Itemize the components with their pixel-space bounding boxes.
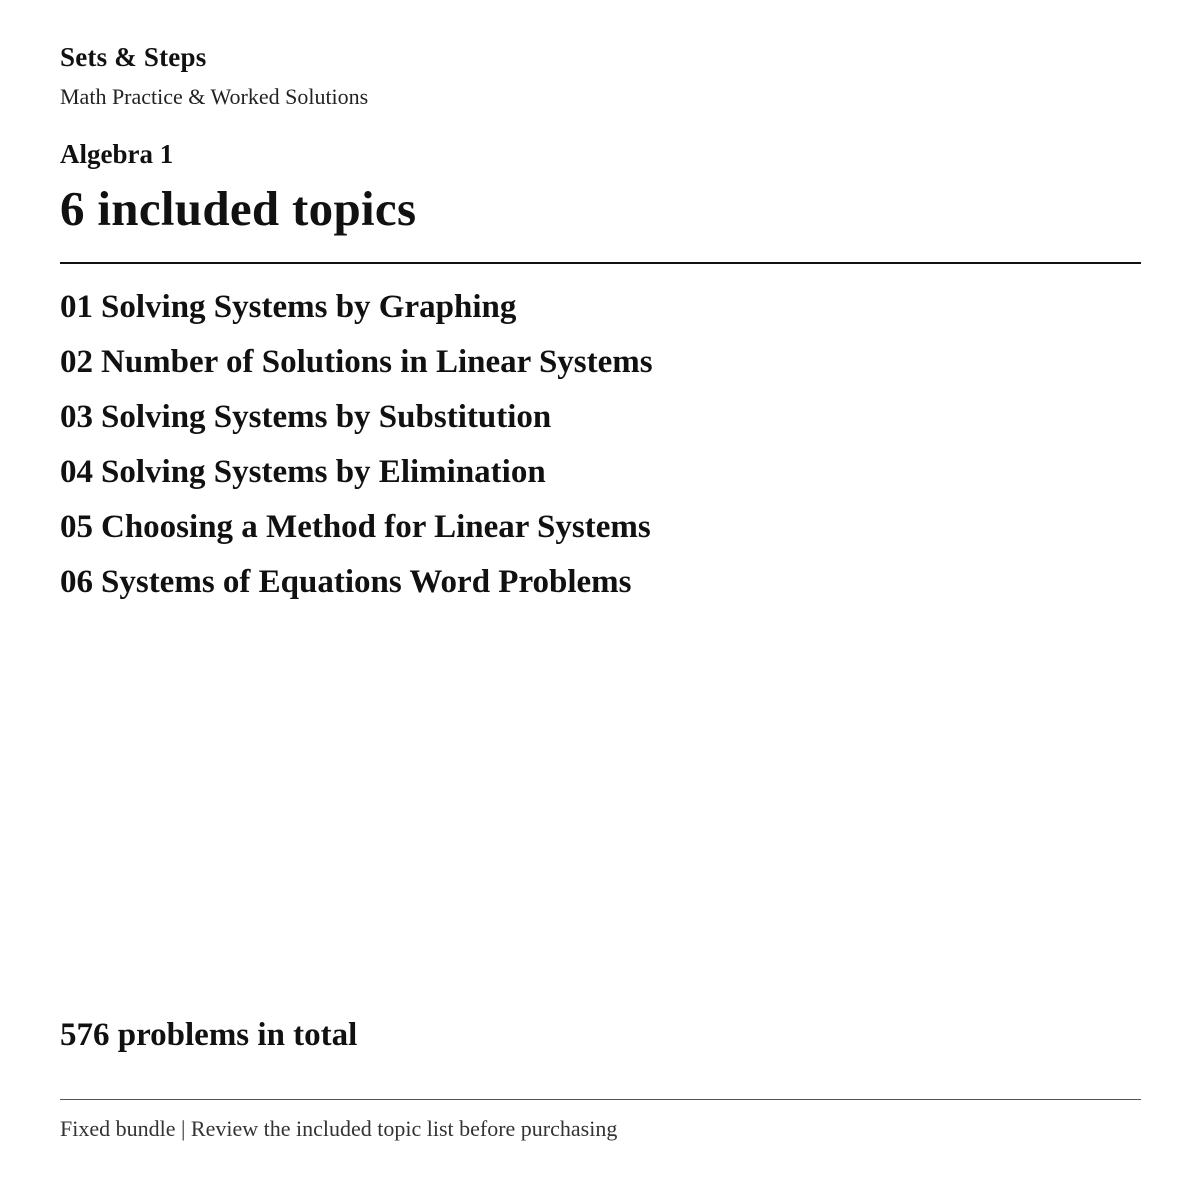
bundle-page	[60, 0, 1141, 1200]
topic-number: 02	[60, 344, 93, 380]
topic-item	[60, 280, 653, 335]
topic-title: Solving Systems by Substitution	[101, 399, 552, 435]
footer-note: Fixed bundle | Review the included topic list before purchasing	[60, 1116, 618, 1141]
topics-heading: 6 included topics	[60, 181, 417, 236]
topic-title: Choosing a Method for Linear Systems	[101, 509, 651, 545]
topic-item	[60, 445, 653, 500]
course-name: Algebra 1	[60, 139, 174, 169]
topic-title: Systems of Equations Word Problems	[101, 564, 632, 600]
total-problems: 576 problems in total	[60, 1017, 358, 1053]
bottom-divider	[60, 1099, 1141, 1100]
topic-title: Number of Solutions in Linear Systems	[101, 344, 653, 380]
topic-item	[60, 500, 653, 555]
topic-number: 06	[60, 564, 93, 600]
topic-title: Solving Systems by Elimination	[101, 454, 546, 490]
brand-tagline: Math Practice & Worked Solutions	[60, 84, 369, 109]
topic-list	[60, 280, 653, 610]
top-divider	[60, 262, 1141, 264]
topic-number: 04	[60, 454, 93, 490]
topic-item	[60, 335, 653, 390]
topic-number: 01	[60, 289, 93, 325]
brand-name: Sets & Steps	[60, 42, 207, 72]
topic-number: 03	[60, 399, 93, 435]
topic-item	[60, 390, 653, 445]
topic-title: Solving Systems by Graphing	[101, 289, 517, 325]
topic-item	[60, 555, 653, 610]
topic-number: 05	[60, 509, 93, 545]
